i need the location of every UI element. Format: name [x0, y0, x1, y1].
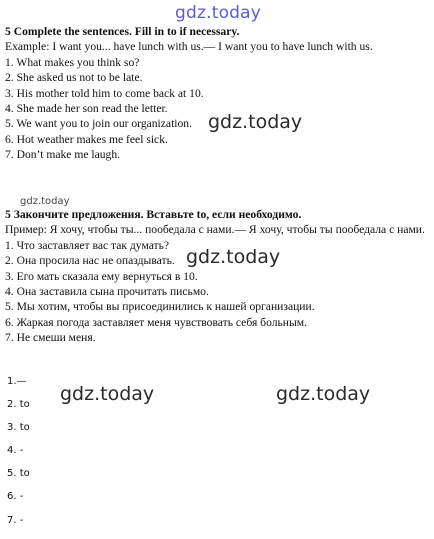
english-item: 6. Hot weather makes me feel sick. — [5, 132, 168, 146]
watermark-russian: gdz.today — [186, 246, 281, 268]
english-item: 4. She made her son read the letter. — [5, 102, 168, 116]
russian-item: 6. Жаркая погода заставляет меня чувствовать себя больным. — [5, 315, 308, 329]
watermark-top: gdz.today — [175, 3, 262, 23]
answer-item: 2. to — [7, 399, 30, 411]
answer-item: 5. to — [7, 468, 30, 480]
watermark-small: gdz.today — [20, 196, 70, 207]
english-item: 3. His mother told him to come back at 10. — [5, 86, 204, 100]
answer-item: 4. - — [7, 445, 24, 457]
english-item: 1. What makes you think so? — [5, 55, 140, 69]
russian-item: 4. Она заставила сына прочитать письмо. — [5, 285, 209, 299]
english-item: 7. Don’t make me laugh. — [5, 148, 121, 162]
english-example: Example: I want you... have lunch with us.— I want you to have lunch with us. — [5, 40, 373, 54]
russian-item: 5. Мы хотим, чтобы вы присоединились к нашей организации. — [5, 300, 315, 314]
russian-example: Пример: Я хочу, чтобы ты... пообедала с нами.— Я хочу, чтобы ты пообедала с нами. — [5, 223, 425, 237]
russian-item: 2. Она просила нас не опаздывать. — [5, 254, 175, 268]
answers-list — [7, 370, 207, 532]
english-heading: 5 Complete the sentences. Fill in to if necessary. — [5, 25, 240, 38]
russian-item: 3. Его мать сказала ему вернуться в 10. — [5, 269, 198, 283]
english-exercise — [5, 24, 425, 163]
answer-item: 1.— — [7, 376, 27, 387]
answer-item: 6. - — [7, 491, 24, 503]
english-item: 2. She asked us not to be late. — [5, 71, 143, 85]
answer-item: 7. - — [7, 514, 24, 526]
watermark-answers-right: gdz.today — [276, 383, 371, 405]
watermark-answers-left: gdz.today — [60, 383, 155, 405]
watermark-english: gdz.today — [208, 111, 303, 133]
english-item: 5. We want you to join our organization. — [5, 117, 193, 131]
russian-heading: 5 Закончите предложения. Вставьте to, если необходимо. — [5, 208, 302, 221]
russian-exercise — [5, 207, 425, 346]
russian-item: 1. Что заставляет вас так думать? — [5, 238, 170, 252]
russian-item: 7. Не смеши меня. — [5, 331, 96, 345]
answer-item: 3. to — [7, 422, 30, 434]
